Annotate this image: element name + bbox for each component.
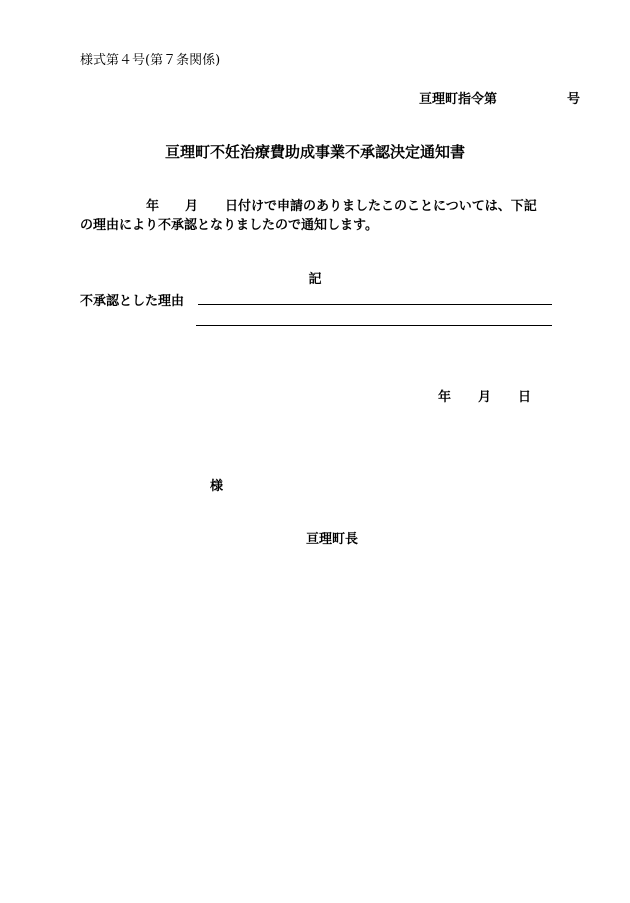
ki-heading: 記 (308, 272, 322, 287)
body-text-line-2: の理由により不承認となりましたので通知します。 (80, 218, 378, 233)
designation-prefix: 亘理町指令第 (419, 92, 498, 107)
issuer-name: 亘理町長 (306, 532, 359, 547)
body-year-label: 年 (146, 199, 160, 214)
date-year-label: 年 (438, 390, 452, 405)
date-month-label: 月 (478, 390, 492, 405)
addressee-honorific: 様 (210, 479, 224, 494)
designation-number (419, 88, 580, 107)
reason-underline-2 (196, 325, 552, 326)
body-text-line-1 (80, 195, 537, 214)
issue-date (438, 386, 531, 405)
form-number: 様式第４号(第７条関係) (80, 53, 221, 68)
reason-underline-1 (198, 304, 552, 305)
designation-suffix: 号 (567, 92, 581, 107)
reason-label: 不承認とした理由 (80, 294, 185, 309)
body-month-label: 月 (185, 199, 199, 214)
date-day-label: 日 (518, 390, 532, 405)
document-title: 亘理町不妊治療費助成事業不承認決定通知書 (164, 143, 465, 161)
body-line-1-rest: 日付けで申請のありましたこのことについては、下記 (225, 199, 537, 214)
